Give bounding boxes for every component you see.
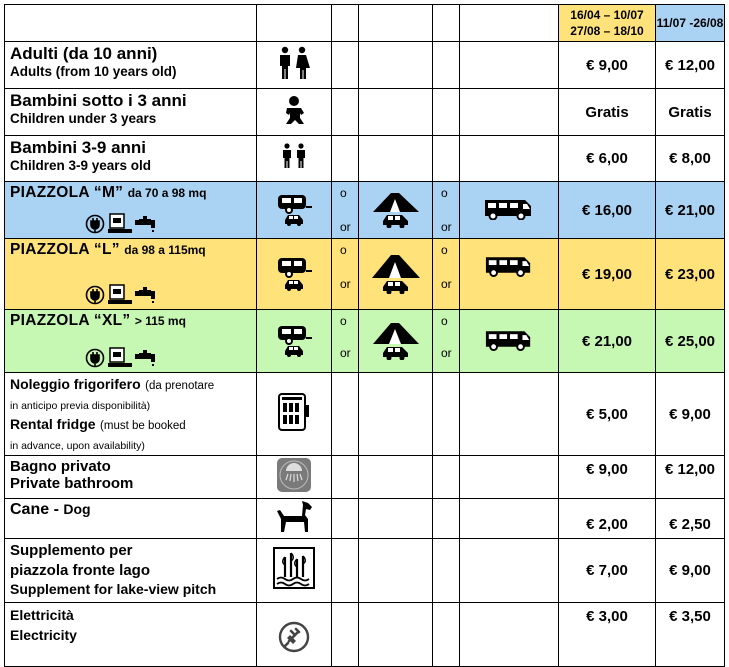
price-table: [4, 4, 725, 667]
pitch-m-row: PIAZZOLA “M” da 70 a 98 mq o or o or € 16,00 € 21,00: [5, 182, 725, 239]
sewage-drain-icon: [108, 346, 132, 368]
car-icon: [283, 214, 305, 226]
season-high-header: 11/07 -26/08: [656, 5, 725, 42]
camper-icon: [484, 253, 534, 277]
dog-icon: [257, 499, 332, 539]
adults-row: Adulti (da 10 anni) Adults (from 10 years old) € 9,00 € 12,00: [5, 42, 725, 89]
pitch-xl-row: PIAZZOLA “XL” > 115 mq o or o or € 21,00 € 25,00: [5, 310, 725, 373]
car-icon: [283, 279, 305, 291]
utilities-icons: [85, 283, 161, 305]
tent-icon: [369, 322, 423, 346]
sewage-drain-icon: [108, 283, 132, 305]
fridge-row: Noleggio frigorifero (da prenotare in anticipo previa disponibilità) Rental fridge (must be booked in advance, upon availability) € 5,00 € 9,00: [5, 373, 725, 456]
pitch-l-row: PIAZZOLA “L” da 98 a 115mq o or o or € 19,00 € 23,00: [5, 239, 725, 310]
utilities-icons: [85, 212, 161, 234]
baby-row: Bambini sotto i 3 anni Children under 3 years Gratis Gratis: [5, 89, 725, 136]
camper-icon: [484, 327, 534, 351]
sewage-drain-icon: [108, 212, 132, 234]
car-icon: [381, 214, 411, 228]
car-icon: [381, 346, 411, 360]
water-tap-icon: [135, 348, 161, 368]
adults-icon: [257, 42, 332, 89]
car-icon: [381, 280, 411, 294]
water-tap-icon: [135, 285, 161, 305]
bathroom-row: Bagno privato Private bathroom € 9,00 € 12,00: [5, 456, 725, 499]
children-icon: [257, 136, 332, 182]
caravan-icon: [276, 325, 312, 345]
water-tap-icon: [135, 214, 161, 234]
electricity-row: Elettricità Electricity € 3,00 € 3,50: [5, 603, 725, 667]
camper-icon: [483, 196, 535, 220]
children-row: Bambini 3-9 anni Children 3-9 years old € 6,00 € 8,00: [5, 136, 725, 182]
car-icon: [283, 345, 305, 357]
fridge-icon: [257, 373, 332, 456]
electric-plug-icon: [257, 603, 332, 667]
lake-row: Supplemento per piazzola fronte lago Supplement for lake-view pitch € 7,00 € 9,00: [5, 539, 725, 603]
caravan-icon: [276, 257, 312, 279]
utilities-icons: [85, 346, 161, 368]
tent-icon: [369, 192, 423, 214]
dog-row: Cane - Dog € 2,00 € 2,50: [5, 499, 725, 539]
baby-icon: [257, 89, 332, 136]
electric-plug-icon: [85, 214, 105, 234]
header-row: [5, 5, 725, 42]
season-low-header: 16/04 – 10/07 27/08 – 18/10: [559, 5, 656, 42]
caravan-icon: [276, 194, 312, 214]
electric-plug-icon: [85, 348, 105, 368]
electric-plug-icon: [85, 285, 105, 305]
tent-icon: [368, 254, 424, 280]
shower-icon: [257, 456, 332, 499]
lake-reeds-icon: [257, 539, 332, 603]
